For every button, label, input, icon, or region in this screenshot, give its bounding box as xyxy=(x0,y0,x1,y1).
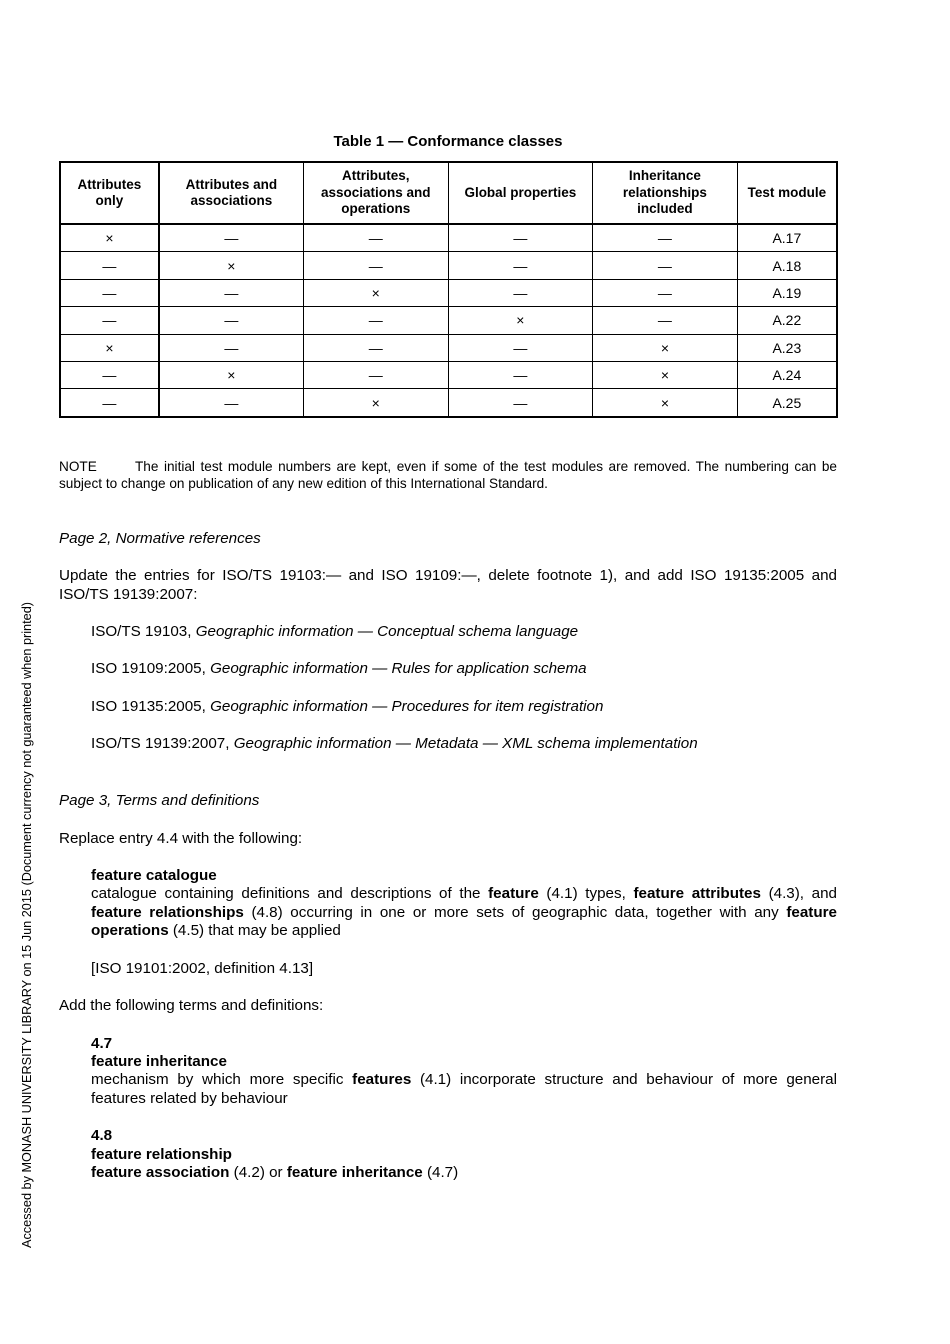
table-body xyxy=(60,224,837,417)
table-cell: × xyxy=(159,252,304,279)
table-cell: × xyxy=(303,279,448,306)
term-number-4-8: 4.8 xyxy=(91,1127,113,1144)
reference-item xyxy=(91,735,837,754)
add-intro: Add the following terms and definitions: xyxy=(59,997,324,1014)
table-cell: — xyxy=(593,252,738,279)
table-row xyxy=(60,224,837,252)
table-cell: × xyxy=(593,389,738,417)
definition-feature-relationship: feature association (4.2) or feature inheritance (4.7) xyxy=(91,1164,459,1181)
table-cell: — xyxy=(60,307,159,334)
table-cell: × xyxy=(159,361,304,388)
table-cell: A.22 xyxy=(737,307,837,334)
reference-title: Geographic information — Procedures for item registration xyxy=(210,698,604,715)
access-watermark: Accessed by MONASH UNIVERSITY LIBRARY on 15 Jun 2015 (Document currency not guaranteed when printed) xyxy=(20,602,34,1248)
table-header-row xyxy=(60,162,837,224)
table-cell: — xyxy=(448,224,593,252)
table-cell: — xyxy=(159,224,304,252)
table-row xyxy=(60,252,837,279)
table-cell: — xyxy=(60,252,159,279)
table-row xyxy=(60,389,837,417)
table-cell: — xyxy=(303,252,448,279)
table-cell: — xyxy=(448,389,593,417)
conformance-table xyxy=(59,161,838,418)
table-row xyxy=(60,307,837,334)
table-cell: — xyxy=(448,361,593,388)
reference-item xyxy=(91,660,837,679)
table-cell: — xyxy=(303,334,448,361)
table-cell: × xyxy=(303,389,448,417)
table-cell: × xyxy=(593,361,738,388)
reference-item xyxy=(91,623,837,642)
table-cell: — xyxy=(593,224,738,252)
reference-code: ISO/TS 19103, xyxy=(91,623,196,640)
table-header-cell: Test module xyxy=(737,162,837,224)
table-cell: — xyxy=(593,307,738,334)
reference-code: ISO/TS 19139:2007, xyxy=(91,735,234,752)
term-feature-relationship: feature relationship xyxy=(91,1146,232,1163)
table-cell: — xyxy=(159,279,304,306)
table-cell: A.17 xyxy=(737,224,837,252)
table-header-cell: Attributes and associations xyxy=(159,162,304,224)
definition-source: [ISO 19101:2002, definition 4.13] xyxy=(91,960,314,977)
reference-item xyxy=(91,698,837,717)
reference-title: Geographic information — Rules for application schema xyxy=(210,660,587,677)
table-cell: A.18 xyxy=(737,252,837,279)
reference-title: Geographic information — Metadata — XML schema implementation xyxy=(233,735,698,752)
table-header-cell: Attributes, associations and operations xyxy=(303,162,448,224)
table-cell: A.24 xyxy=(737,361,837,388)
table-cell: × xyxy=(593,334,738,361)
table-cell: — xyxy=(60,389,159,417)
reference-code: ISO 19109:2005, xyxy=(91,660,211,677)
table-row xyxy=(60,279,837,306)
table-cell: A.23 xyxy=(737,334,837,361)
table-cell: — xyxy=(448,252,593,279)
table-header-cell: Inheritance relationships included xyxy=(593,162,738,224)
table-row xyxy=(60,334,837,361)
table-cell: A.19 xyxy=(737,279,837,306)
normative-heading: Page 2, Normative references xyxy=(59,530,261,547)
definition-feature-catalogue: catalogue containing definitions and descriptions of the feature (4.1) types, feature attributes (4.3), and feature relationships (4.8) occurring in one or more sets of geographic data, together with any feature operations (4.5) that may be applied xyxy=(91,885,837,939)
table-cell: × xyxy=(448,307,593,334)
normative-intro: Update the entries for ISO/TS 19103:— and ISO 19109:—, delete footnote 1), and add ISO 19135:2005 and ISO/TS 19139:2007: xyxy=(59,567,837,603)
table-cell: — xyxy=(303,224,448,252)
definition-feature-inheritance: mechanism by which more specific features (4.1) incorporate structure and behaviour of more general features related by behaviour xyxy=(91,1071,837,1107)
table-cell: — xyxy=(303,307,448,334)
term-feature-catalogue: feature catalogue xyxy=(91,867,217,884)
table-cell: — xyxy=(448,334,593,361)
table-cell: — xyxy=(303,361,448,388)
table-cell: — xyxy=(60,361,159,388)
term-number-4-7: 4.7 xyxy=(91,1035,113,1052)
table-header-cell: Attributes only xyxy=(60,162,159,224)
table-cell: — xyxy=(60,279,159,306)
table-header-cell: Global properties xyxy=(448,162,593,224)
table-cell: — xyxy=(159,334,304,361)
table-note xyxy=(59,458,837,492)
table-cell: — xyxy=(159,389,304,417)
table-row xyxy=(60,361,837,388)
note-text: The initial test module numbers are kept, even if some of the test modules are removed. The numbering can be subject to change on publication of any new edition of this International Standard. xyxy=(59,459,837,491)
note-label: NOTE xyxy=(59,459,97,474)
table-cell: — xyxy=(593,279,738,306)
terms-heading: Page 3, Terms and definitions xyxy=(59,792,260,809)
table-cell: × xyxy=(60,224,159,252)
table-cell: × xyxy=(60,334,159,361)
table-caption: Table 1 — Conformance classes xyxy=(333,133,563,150)
table-cell: — xyxy=(448,279,593,306)
reference-code: ISO 19135:2005, xyxy=(91,698,211,715)
reference-title: Geographic information — Conceptual schema language xyxy=(195,623,579,640)
term-feature-inheritance: feature inheritance xyxy=(91,1053,227,1070)
table-cell: — xyxy=(159,307,304,334)
replace-intro: Replace entry 4.4 with the following: xyxy=(59,830,303,847)
table-cell: A.25 xyxy=(737,389,837,417)
